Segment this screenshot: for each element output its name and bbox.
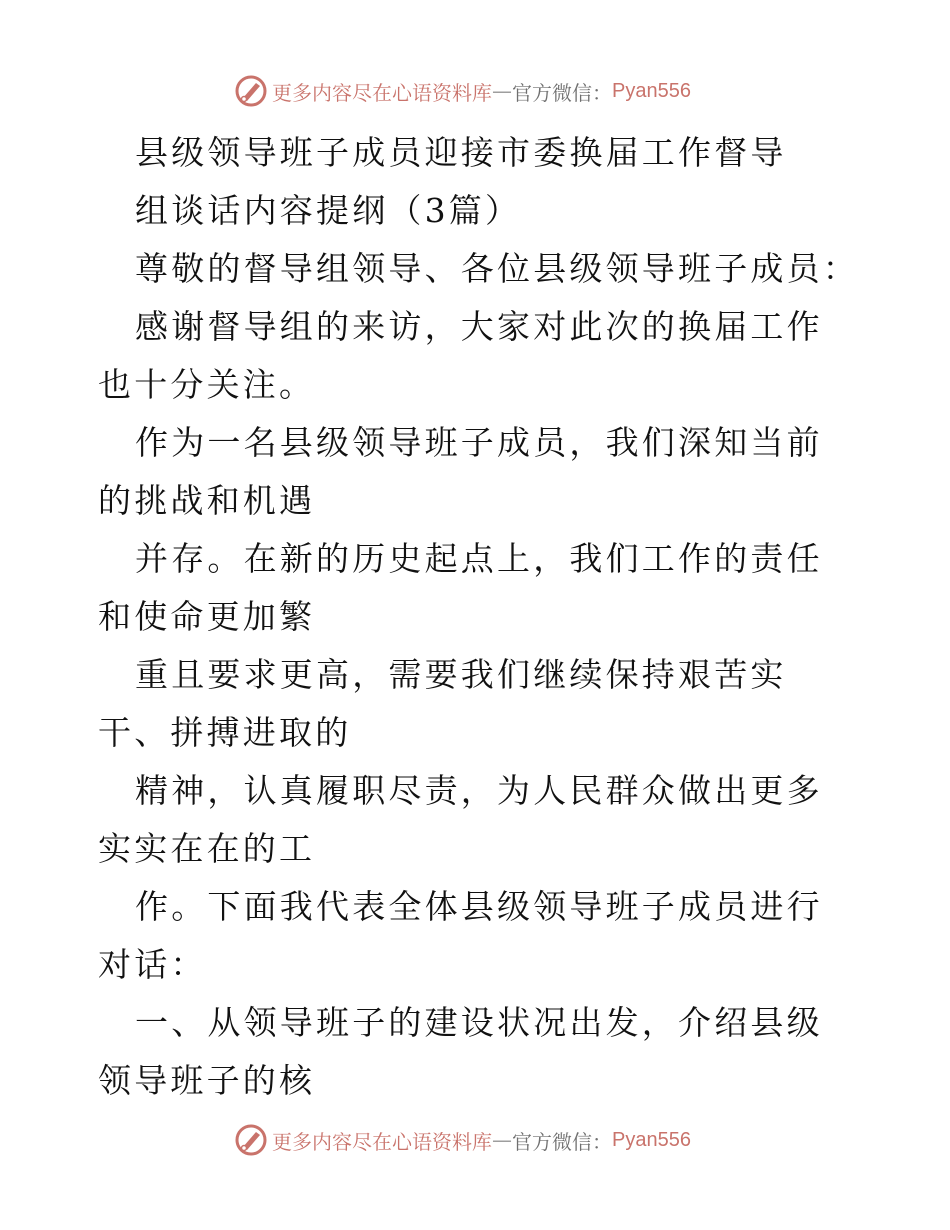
watermark-official-label: 官方微信：	[512, 80, 612, 105]
paragraph: 一、从领导班子的建设状况出发，介绍县级领导班子的核	[98, 1003, 823, 1100]
salutation: 尊敬的督导组领导、各位县级领导班子成员：	[135, 249, 859, 288]
paragraph: 作。下面我代表全体县级领导班子成员进行对话：	[98, 887, 823, 984]
paragraph: 感谢督导组的来访，大家对此次的换届工作也十分关注。	[98, 307, 823, 404]
paragraph: 重且要求更高，需要我们继续保持艰苦实干、拼搏进取的	[98, 655, 787, 752]
pen-seal-icon	[234, 74, 268, 108]
watermark-id: Pyan556	[612, 1128, 691, 1151]
watermark-official-label: 官方微信：	[512, 1129, 612, 1154]
footer-watermark	[234, 1122, 734, 1158]
watermark-separator: —	[492, 79, 512, 103]
watermark-main-text: 更多内容尽在心语资料库	[272, 80, 492, 105]
watermark-separator: —	[492, 1128, 512, 1152]
paragraph: 作为一名县级领导班子成员，我们深知当前的挑战和机遇	[98, 423, 823, 520]
pen-seal-icon	[234, 1123, 268, 1157]
document-body	[98, 124, 859, 1110]
document-title-line-2: 组谈话内容提纲（3篇）	[135, 191, 522, 230]
watermark-id: Pyan556	[612, 79, 691, 102]
paragraph: 并存。在新的历史起点上，我们工作的责任和使命更加繁	[98, 539, 823, 636]
watermark-main-text: 更多内容尽在心语资料库	[272, 1129, 492, 1154]
header-watermark	[234, 73, 734, 109]
document-title-line-1: 县级领导班子成员迎接市委换届工作督导	[135, 133, 787, 172]
paragraph: 精神，认真履职尽责，为人民群众做出更多实实在在的工	[98, 771, 823, 868]
